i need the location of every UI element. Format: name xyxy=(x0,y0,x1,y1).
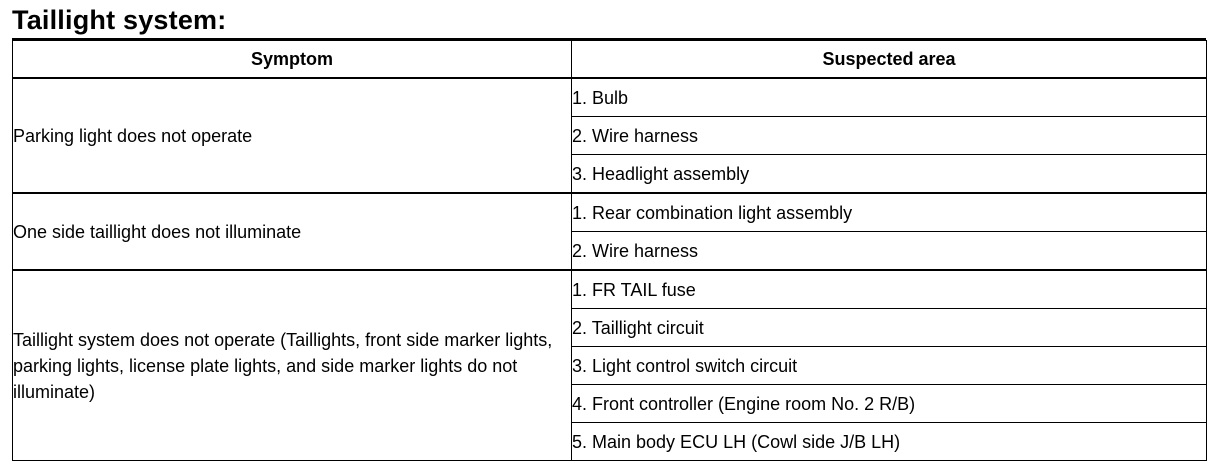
suspected-area-cell: 2. Wire harness xyxy=(572,117,1207,155)
table-row xyxy=(13,78,1207,117)
suspected-area-cell: 3. Headlight assembly xyxy=(572,155,1207,194)
suspected-area-cell: 1. FR TAIL fuse xyxy=(572,270,1207,309)
suspected-area-cell: 1. Bulb xyxy=(572,78,1207,117)
symptom-cell: One side taillight does not illuminate xyxy=(13,193,572,270)
table-header-row xyxy=(13,41,1207,79)
symptom-cell: Taillight system does not operate (Taillights, front side marker lights, parking lights, license plate lights, and side marker lights do not illuminate) xyxy=(13,270,572,461)
suspected-area-cell: 1. Rear combination light assembly xyxy=(572,193,1207,232)
symptom-column-header: Symptom xyxy=(13,41,572,79)
suspected-area-cell: 4. Front controller (Engine room No. 2 R/B) xyxy=(572,385,1207,423)
suspected-area-cell: 3. Light control switch circuit xyxy=(572,347,1207,385)
suspected-area-column-header: Suspected area xyxy=(572,41,1207,79)
suspected-area-cell: 2. Wire harness xyxy=(572,232,1207,271)
symptom-cell: Parking light does not operate xyxy=(13,78,572,193)
table-row xyxy=(13,270,1207,309)
table-row xyxy=(13,193,1207,232)
page-title: Taillight system: xyxy=(12,5,227,35)
suspected-area-cell: 5. Main body ECU LH (Cowl side J/B LH) xyxy=(572,423,1207,461)
symptom-table xyxy=(12,40,1207,461)
suspected-area-cell: 2. Taillight circuit xyxy=(572,309,1207,347)
